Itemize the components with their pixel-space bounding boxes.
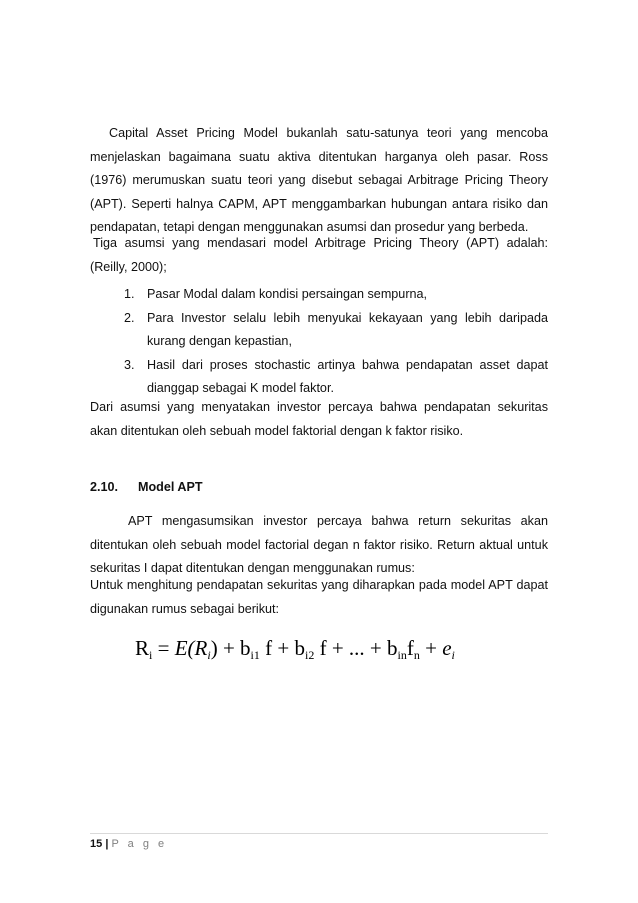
list-item: 3. Hasil dari proses stochastic artinya bahwa pendapatan asset dapat dianggap sebagai K model faktor. (124, 357, 548, 395)
footer-divider (90, 833, 548, 834)
section-heading (90, 480, 203, 494)
page-label: P a g e (111, 838, 168, 850)
assumption-list (124, 283, 548, 401)
paragraph-dari-asumsi: Dari asumsi yang menyatakan investor percaya bahwa pendapatan sekuritas akan ditentukan oleh sebuah model faktorial dengan k faktor risiko. (90, 400, 548, 438)
section-number: 2.10. (90, 480, 119, 494)
paragraph-apt-desc: APT mengasumsikan investor percaya bahwa return sekuritas akan ditentukan oleh sebuah model factorial degan n faktor risiko. Return aktual untuk sekuritas I dapat ditentukan dengan menggunakan rumus: (90, 514, 548, 575)
footer-separator: | (105, 838, 109, 850)
apt-formula: $R_i = E(R_i) + b_{i1}$ $f + b_{i2}$ f + ... + $b_{in}f_n + e_i$ (135, 636, 455, 662)
page-number: 15 (90, 838, 103, 850)
paragraph-asumsi-intro: Tiga asumsi yang mendasari model Arbitrage Pricing Theory (APT) adalah: (Reilly, 2000); (90, 236, 548, 274)
list-item: 2. Para Investor selalu lebih menyukai kekayaan yang lebih daripada kurang dengan kepastian, (124, 310, 548, 348)
paragraph-untuk: Untuk menghitung pendapatan sekuritas yang diharapkan pada model APT dapat digunakan rumus sebagai berikut: (90, 578, 548, 616)
page-footer (90, 838, 167, 850)
list-item: 1. Pasar Modal dalam kondisi persaingan sempurna, (124, 287, 428, 301)
section-title: Model APT (138, 480, 203, 494)
paragraph-capm: Capital Asset Pricing Model bukanlah satu-satunya teori yang mencoba menjelaskan bagaimana suatu aktiva ditentukan harganya oleh pasar. Ross (1976) merumuskan suatu teori yang disebut sebagai Arbitrage Pricing Theory (APT). Seperti halnya CAPM, APT menggambarkan hubungan antara risiko dan pendapatan, tetapi dengan menggunakan asumsi dan prosedur yang berbeda. (90, 126, 548, 234)
